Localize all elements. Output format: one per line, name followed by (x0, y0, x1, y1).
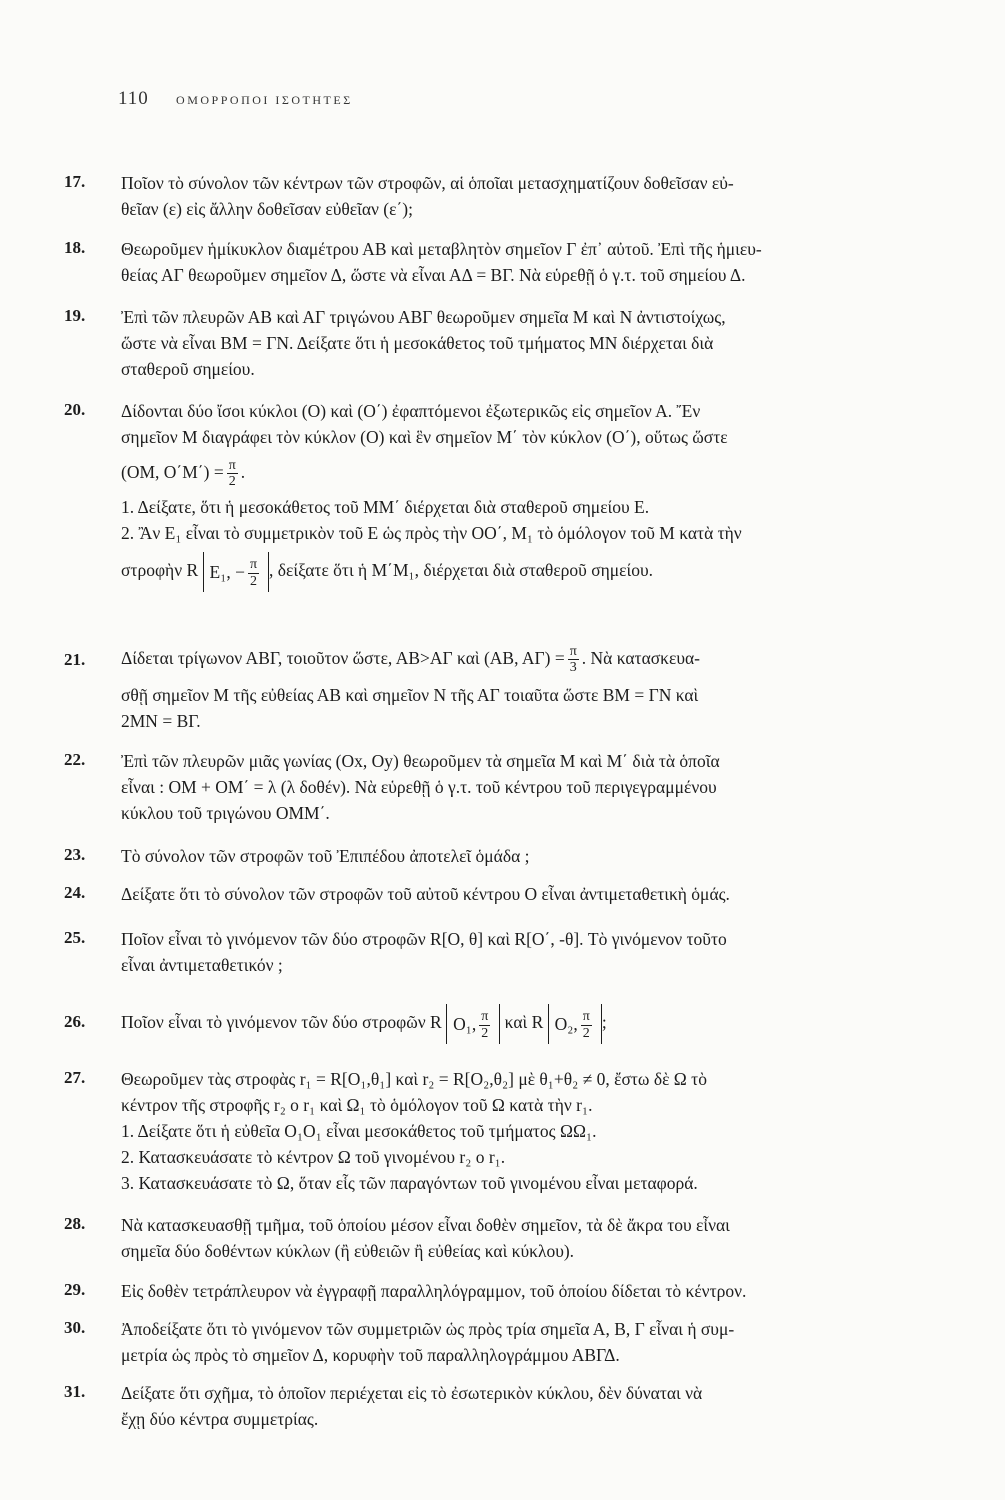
rotation-prefix: στροφὴν R (121, 560, 199, 580)
problem-number: 20. (64, 400, 86, 419)
problem-text (121, 1066, 943, 1196)
text-line: Δείξατε ὅτι τὸ σύνολον τῶν στροφῶν τοῦ αὐτοῦ κέντρου Ο εἶναι ἀντιμεταθετικὴ ὁμάς. (121, 884, 730, 904)
problem-text (121, 304, 943, 382)
text-line (121, 998, 943, 1046)
item-line: 1. Δείξατε, ὅτι ἡ μεσοκάθετος τοῦ ΜΜ΄ διέρχεται διὰ σταθεροῦ σημείου Ε. (121, 497, 650, 517)
text-line: εἶναι : ΟΜ + ΟΜ΄ = λ (λ δοθέν). Νὰ εὑρεθῇ ὁ γ.τ. τοῦ κέντρου τοῦ περιγεγραμμένου (121, 777, 717, 797)
problem-text (121, 926, 943, 978)
bracket-expression (203, 552, 270, 592)
text-line: θείας ΑΓ θεωροῦμεν σημεῖον Δ, ὥστε νὰ εἶναι ΑΔ = ΒΓ. Νὰ εὑρεθῇ ὁ γ.τ. τοῦ σημείου Δ. (121, 265, 746, 285)
bracket-argument: Ο₂, (554, 1013, 578, 1034)
text-line: ὥστε νὰ εἶναι ΒΜ = ΓΝ. Δείξατε ὅτι ἡ μεσοκάθετος τοῦ τμήματος ΜΝ διέρχεται διὰ (121, 333, 714, 353)
text-line: σθῇ σημεῖον Μ τῆς εὐθείας ΑΒ καὶ σημεῖον Ν τῆς ΑΓ τοιαῦτα ὥστε ΒΜ = ΓΝ καὶ (121, 685, 699, 705)
fraction-denominator: 2 (228, 474, 236, 490)
text-line: Θεωροῦμεν ἡμίκυκλον διαμέτρου ΑΒ καὶ μεταβλητὸν σημεῖον Γ ἐπ᾽ αὐτοῦ. Ἐπὶ τῆς ἡμιευ- (121, 239, 762, 259)
problem-number: 17. (64, 172, 86, 191)
line-end: ; (601, 1012, 607, 1032)
text-line: μετρία ὡς πρὸς τὸ σημεῖον Δ, κορυφὴν τοῦ παραλληλογράμμου ΑΒΓΔ. (121, 1345, 620, 1365)
page-number: 110 (118, 88, 149, 109)
problem-text (121, 881, 943, 907)
text-line: Ποῖον τὸ σύνολον τῶν κέντρων τῶν στροφῶν, αἱ ὁποῖαι μετασχηματίζουν δοθεῖσαν εὐ- (121, 173, 734, 193)
fraction-numerator: π (249, 557, 258, 573)
bracket-argument: Ε₁, − (209, 561, 245, 582)
text-line: κέντρον τῆς στροφῆς r₂ ο r₁ καὶ Ω₁ τὸ ὁμόλογον τοῦ Ω κατὰ τὴν r₁. (121, 1095, 593, 1115)
running-title: ΟΜΟΡΡΟΠΟΙ ΙΣΟΤΗΤΕΣ (176, 93, 353, 107)
problem-text (121, 170, 943, 222)
line-end: . Νὰ κατασκευα- (581, 648, 701, 668)
problem-number: 28. (64, 1214, 86, 1233)
problem-number: 21. (64, 650, 86, 669)
text-line: Ἐπὶ τῶν πλευρῶν μιᾶς γωνίας (Οx, Οy) θεωροῦμεν τὰ σημεῖα Μ καὶ Μ΄ διὰ τὰ ὁποῖα (121, 751, 720, 771)
fraction (479, 1009, 490, 1042)
problem-number: 19. (64, 306, 86, 325)
text-line: σημεῖα δύο δοθέντων κύκλων (ἢ εὐθειῶν ἢ εὐθείας καὶ κύκλου). (121, 1241, 575, 1261)
fraction-denominator: 3 (569, 660, 577, 676)
fraction-numerator: π (569, 644, 577, 660)
fraction-denominator: 2 (250, 574, 257, 590)
problem-number: 27. (64, 1068, 86, 1087)
problem-number: 30. (64, 1318, 86, 1337)
problem-number: 26. (64, 1012, 86, 1031)
problem-text (121, 1278, 943, 1304)
text-line (121, 634, 943, 682)
problem-number: 31. (64, 1382, 86, 1401)
bracket-expression (446, 1004, 500, 1044)
problem-number: 24. (64, 883, 86, 902)
fraction (581, 1009, 592, 1042)
line-start: Δίδεται τρίγωνον ΑΒΓ, τοιοῦτον ὥστε, ΑΒ>ΑΓ καὶ (ΑΒ, ΑΓ) = (121, 648, 565, 668)
fraction (227, 458, 238, 489)
fraction-denominator: 2 (481, 1026, 489, 1042)
bracket-expression (548, 1004, 602, 1044)
rotation-line (121, 546, 943, 594)
text-line: εἶναι ἀντιμεταθετικόν ; (121, 955, 283, 975)
text-line: Θεωροῦμεν τὰς στροφὰς r₁ = R[Ο₁,θ₁] καὶ r₂ = R[Ο₂,θ₂] μὲ θ₁+θ₂ ≠ 0, ἔστω δὲ Ω τὸ (121, 1069, 707, 1089)
text-line: Ποῖον εἶναι τὸ γινόμενον τῶν δύο στροφῶν R[Ο, θ] καὶ R[Ο΄, -θ]. Τὸ γινόμενον τοῦτο (121, 929, 727, 949)
problem-number: 22. (64, 750, 86, 769)
item-line: 3. Κατασκευάσατε τὸ Ω, ὅταν εἷς τῶν παραγόντων τοῦ γινομένου εἶναι μεταφορά. (121, 1173, 698, 1193)
text-line: σημεῖον Μ διαγράφει τὸν κύκλον (Ο) καὶ ἓν σημεῖον Μ΄ τὸν κύκλον (Ο΄), οὕτως ὥστε (121, 427, 728, 447)
formula-end: . (240, 462, 246, 482)
formula-line (121, 450, 943, 494)
problem-text (121, 1380, 943, 1432)
item-line: 1. Δείξατε ὅτι ἡ εὐθεῖα Ο₁Ο₁ εἶναι μεσοκάθετος τοῦ τμήματος ΩΩ₁. (121, 1121, 597, 1141)
problem-number: 23. (64, 845, 86, 864)
problem-text (121, 1212, 943, 1264)
problem-number: 18. (64, 238, 86, 257)
text-line: 2ΜΝ = ΒΓ. (121, 711, 201, 731)
text-line: Νὰ κατασκευασθῇ τμῆμα, τοῦ ὁποίου μέσον εἶναι δοθὲν σημεῖον, τὰ δὲ ἄκρα του εἶναι (121, 1215, 730, 1235)
formula-text: (ΟΜ, Ο΄Μ΄) = (121, 462, 224, 482)
text-line: Δίδονται δύο ἴσοι κύκλοι (Ο) καὶ (Ο΄) ἐφαπτόμενοι ἐξωτερικῶς εἰς σημεῖον Α. Ἔν (121, 401, 701, 421)
item-line: 2. Κατασκευάσατε τὸ κέντρον Ω τοῦ γινομένου r₂ ο r₁. (121, 1147, 506, 1167)
problem-text (121, 236, 943, 288)
problem-text (121, 1316, 943, 1368)
fraction-numerator: π (481, 1009, 489, 1025)
fraction-denominator: 2 (582, 1026, 590, 1042)
problem-number: 25. (64, 928, 86, 947)
line-start: Ποῖον εἶναι τὸ γινόμενον τῶν δύο στροφῶν R (121, 1012, 442, 1032)
item-line: 2. Ἂν Ε₁ εἶναι τὸ συμμετρικὸν τοῦ Ε ὡς πρὸς τὴν ΟΟ΄, Μ₁ τὸ ὁμόλογον τοῦ Μ κατὰ τὴν (121, 523, 742, 543)
problem-text (121, 843, 943, 869)
text-line: Εἰς δοθὲν τετράπλευρον νὰ ἐγγραφῇ παραλληλόγραμμον, τοῦ ὁποίου δίδεται τὸ κέντρον. (121, 1281, 747, 1301)
problem-text (121, 998, 943, 1046)
text-line: Ἐπὶ τῶν πλευρῶν ΑΒ καὶ ΑΓ τριγώνου ΑΒΓ θεωροῦμεν σημεῖα Μ καὶ Ν ἀντιστοίχως, (121, 307, 726, 327)
text-line: Τὸ σύνολον τῶν στροφῶν τοῦ Ἐπιπέδου ἀποτελεῖ ὁμάδα ; (121, 846, 530, 866)
bracket-argument: Ο₁, (453, 1013, 477, 1034)
text-line: κύκλου τοῦ τριγώνου ΟΜΜ΄. (121, 803, 330, 823)
fraction-numerator: π (582, 1009, 590, 1025)
problem-text (121, 398, 943, 594)
fraction (568, 644, 579, 675)
text-line: ἔχῃ δύο κέντρα συμμετρίας. (121, 1409, 319, 1429)
text-line: Δείξατε ὅτι σχῆμα, τὸ ὁποῖον περιέχεται εἰς τὸ ἐσωτερικὸν κύκλου, δὲν δύναται νὰ (121, 1383, 703, 1403)
rotation-suffix: , δείξατε ὅτι ἡ Μ΄Μ₁, διέρχεται διὰ σταθεροῦ σημείου. (269, 560, 654, 580)
fraction-numerator: π (228, 458, 236, 474)
fraction (248, 557, 259, 590)
text-line: θεῖαν (ε) εἰς ἄλλην δοθεῖσαν εὐθεῖαν (ε΄); (121, 199, 413, 219)
problem-text (121, 748, 943, 826)
text-line: Ἀποδείξατε ὅτι τὸ γινόμενον τῶν συμμετριῶν ὡς πρὸς τρία σημεῖα Α, Β, Γ εἶναι ἡ συμ- (121, 1319, 735, 1339)
line-middle: καὶ R (504, 1012, 544, 1032)
problem-text (121, 634, 943, 734)
page-header (118, 88, 353, 110)
text-line: σταθεροῦ σημείου. (121, 359, 255, 379)
problem-number: 29. (64, 1280, 86, 1299)
